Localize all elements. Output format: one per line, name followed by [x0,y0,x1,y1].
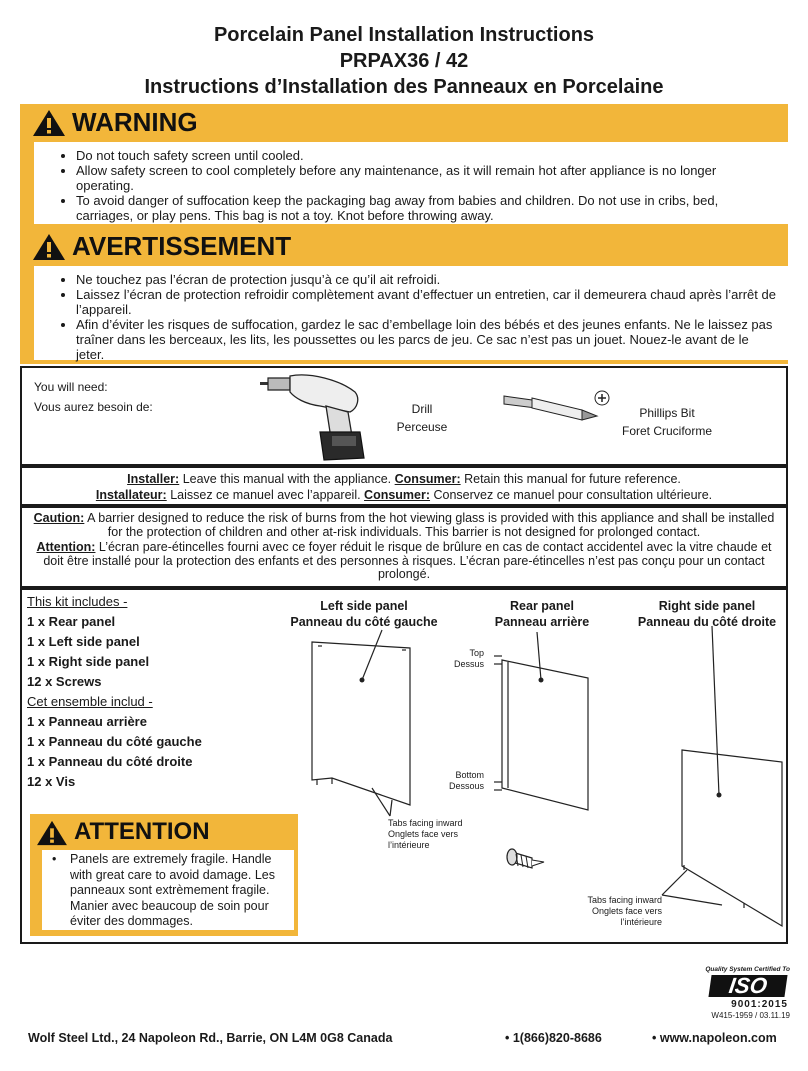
installer-notice [20,466,788,506]
doc-title-en: Porcelain Panel Installation Instructions [213,24,595,46]
warning-item: • Laissez l’écran de protection refroidir complètement avant d’effectuer un entretien, car il demeurera chaud après l’arrêt de l’appareil. [76,287,776,317]
attention-text: L’écran pare-étincelles fourni avec ce foyer réduit le risque de brûlure en cas de contact accidentel avec la vitre chaude et doit être installé pour la protection des enfants et des personnes à risques. L’écran pare-étincelles n’est pas conçu pour un contact prolongé. [43,540,772,581]
rear-panel-heading: Rear panel Panneau arrière [494,599,590,629]
warning-heading: WARNING [72,107,198,137]
drill-label-fr: Perceuse [396,420,448,434]
kit-item: 12 x Vis [27,774,76,789]
tabs-note-left: Tabs facing inward Onglets face vers l’intérieure [388,818,463,850]
warning-item: • Afin d’éviter les risques de suffocation, gardez le sac d’embellage loin des bébés et des jeunes enfants. Ne le laissez pas traîner dans les berceaux, les lits, les poussettes ou les parcs de jeu. Ce sac n’est pas un jouet. Nouez-le avant de le jeter. [76,317,776,362]
iso-caption: Quality System Certified To [705,966,790,973]
avertissement-heading: AVERTISSEMENT [72,231,292,261]
attention-box [30,814,298,936]
iso-block [690,966,790,1026]
kit-item: 1 x Panneau arrière [27,714,147,729]
attention-text: Panels are extremely fragile. Handle with great care to avoid damage. Les panneaux sont extrèmement fragile. Manier avec beaucoup de soin pour éviter des dommages. [70,852,275,928]
iso-standard: 9001:2015 [731,999,788,1010]
caution-label: Caution: [33,511,85,525]
bit-label-en: Phillips Bit [639,406,695,420]
drill-icon [260,374,380,464]
warning-triangle-icon [32,232,66,262]
tabs-note-right: Tabs facing inward Onglets face vers l’intérieure [587,895,662,927]
tools-need-en: You will need: [34,380,108,394]
warning-box-fr [20,228,788,364]
doc-code: W415-1959 / 03.11.19 [711,1011,790,1020]
attention-heading: ATTENTION [74,818,210,845]
warning-item: • Do not touch safety screen until cooled. [76,148,776,163]
kit-item: 1 x Panneau du côté droite [27,754,193,769]
left-panel-heading: Left side panel Panneau du côté gauche [290,599,438,629]
phillips-bit-icon [502,388,612,424]
kit-heading-fr: Cet ensemble includ - [27,694,153,709]
caution-text: A barrier designed to reduce the risk of burns from the hot viewing glass is provided with this appliance and shall be installed for the protection of children and other at-risk individuals. This barrier is not designed for prolonged contact. [84,511,775,539]
kit-section [20,588,788,944]
attention-label: Attention: [36,540,96,554]
warning-box-en [20,104,788,228]
warning-item: • Allow safety screen to cool completely before any maintenance, as it will remain hot after appliance is no longer operating. [76,163,776,193]
kit-item: 1 x Panneau du côté gauche [27,734,202,749]
installateur-text: Laissez ce manuel avec l’appareil. [166,488,365,502]
drill-label-en: Drill [411,402,433,416]
right-panel-heading: Right side panel Panneau du côté droite [637,599,777,629]
caution-fr [26,541,782,582]
attention-body: • Panels are extremely fragile. Handle with great care to avoid damage. Les panneaux sont extrèmement fragile. Manier avec beaucoup de soin pour éviter des dommages. [42,850,294,930]
kit-item: 1 x Rear panel [27,614,116,629]
warning-item: • Ne touchez pas l’écran de protection jusqu’à ce qu’il ait refroidi. [76,272,776,287]
screw-icon [507,849,544,868]
installateur-label: Installateur: [95,488,167,502]
tools-section [20,366,788,466]
top-label: Top Dessus [453,648,484,669]
warning-item: • To avoid danger of suffocation keep the packaging bag away from babies and children. Do not use in cribs, bed, carriages, or play pens. This bag is not a toy. Knot before throwing away. [76,193,776,223]
caution-en [26,512,782,539]
installer-line-en [22,471,786,487]
consumer-fr-text: Conservez ce manuel pour consultation ultérieure. [430,488,713,502]
installer-text: Leave this manual with the appliance. [179,472,395,486]
kit-heading-en: This kit includes - [27,594,128,609]
kit-item: 12 x Screws [27,674,102,689]
warning-triangle-icon [32,108,66,138]
warning-list-fr [34,266,788,360]
kit-item: 1 x Left side panel [27,634,140,649]
doc-title-fr: Instructions d’Installation des Panneaux en Porcelaine [144,76,664,98]
doc-model: PRPAX36 / 42 [339,50,469,72]
warning-triangle-icon [36,819,68,847]
installer-label: Installer: [127,472,180,486]
iso-logo: ISO [708,975,787,997]
tools-need-fr: Vous aurez besoin de: [34,400,153,414]
bottom-label: Bottom Dessous [448,770,484,791]
installer-line-fr [22,487,786,503]
footer-phone: • 1(866)820-8686 [505,1031,602,1045]
consumer-label: Consumer: [394,472,461,486]
kit-item: 1 x Right side panel [27,654,150,669]
consumer-text: Retain this manual for future reference. [460,472,681,486]
footer-website[interactable]: • www.napoleon.com [652,1031,777,1045]
bit-label-fr: Foret Cruciforme [621,424,713,438]
footer-address: Wolf Steel Ltd., 24 Napoleon Rd., Barrie, ON L4M 0G8 Canada [28,1031,393,1045]
consumer-fr-label: Consumer: [364,488,431,502]
caution-section [20,506,788,588]
warning-list-en [34,142,788,224]
